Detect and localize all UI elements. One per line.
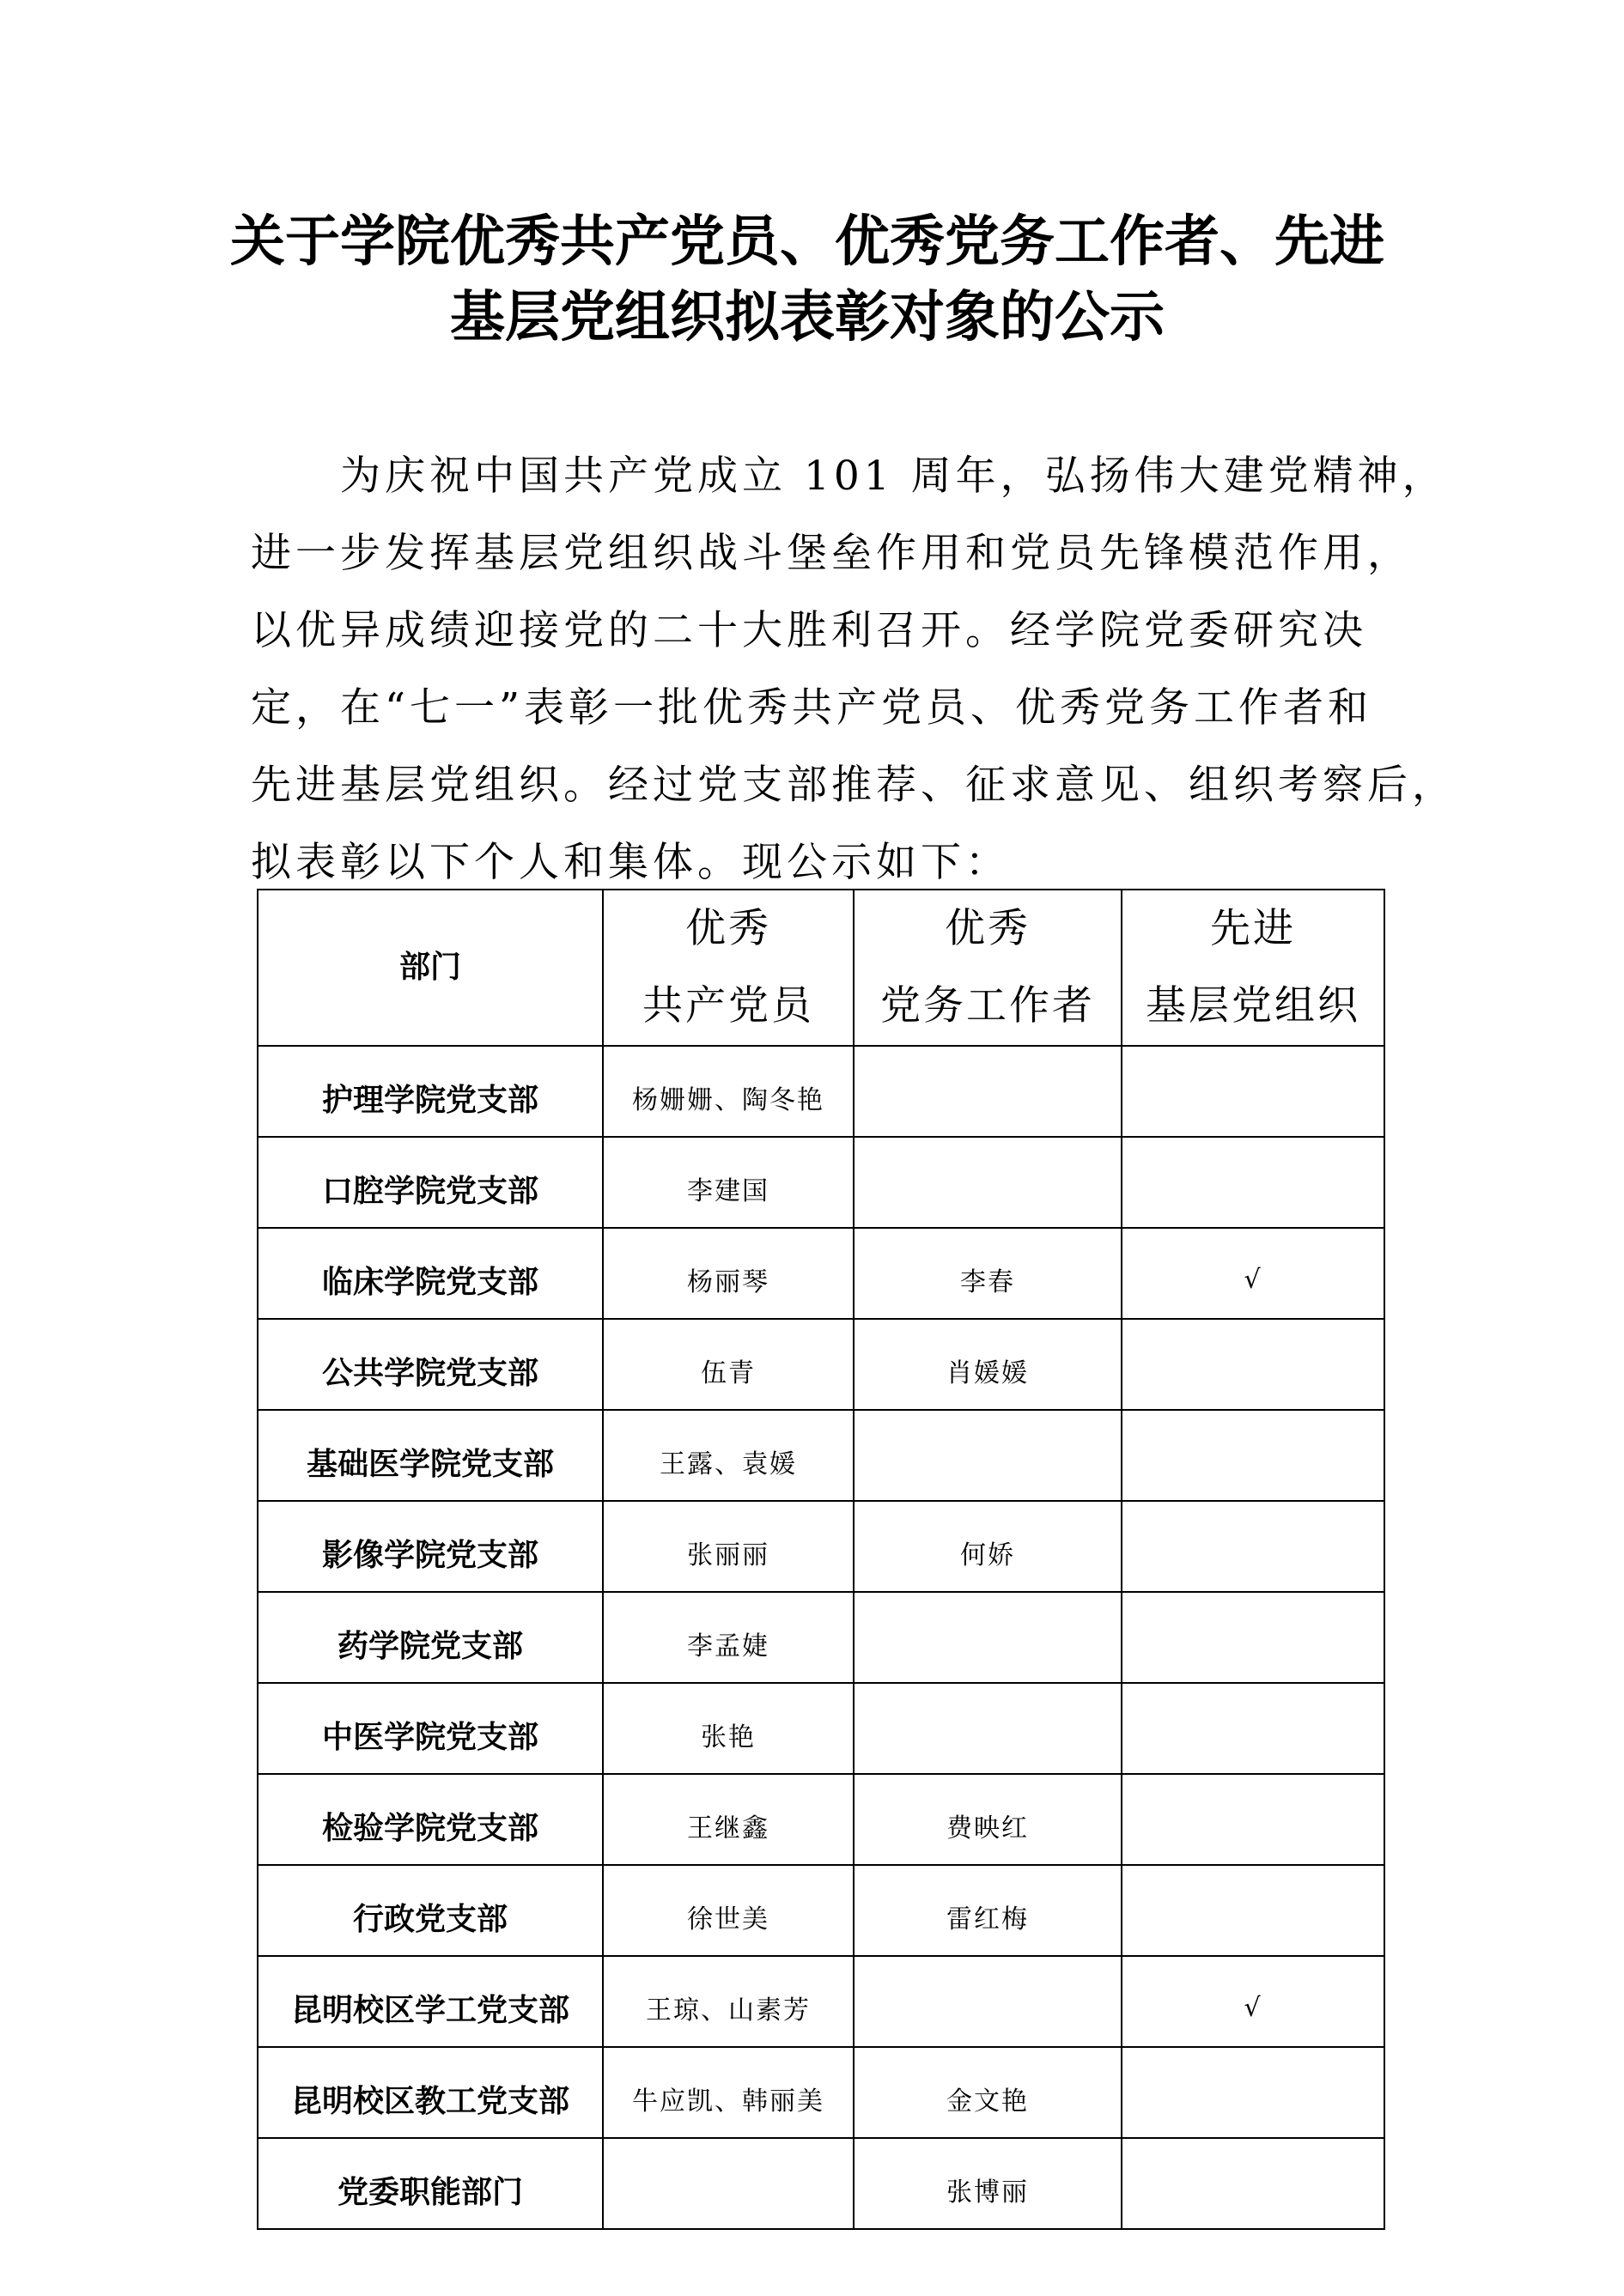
table-row (258, 1319, 1384, 1410)
advanced-org-cell (1122, 1501, 1384, 1592)
table-row (258, 2138, 1384, 2229)
table-row (258, 1501, 1384, 1592)
award-table (257, 889, 1385, 2230)
advanced-org-cell (1122, 1137, 1384, 1228)
advanced-org-cell (1122, 1683, 1384, 1774)
body-paragraph-line-5: 先进基层党组织。经过党支部推荐、征求意见、组织考察后， (251, 762, 1457, 809)
table-header-row (258, 890, 1384, 1046)
header-excellent-member-line-1: 优秀 (685, 905, 771, 952)
department-cell: 护理学院党支部 (258, 1046, 603, 1137)
excellent-member-cell: 徐世美 (603, 1865, 854, 1956)
excellent-worker-cell: 张博丽 (854, 2138, 1122, 2229)
table-row (258, 2047, 1384, 2138)
excellent-member-cell (603, 2138, 854, 2229)
table-row (258, 1046, 1384, 1137)
excellent-worker-cell (854, 1137, 1122, 1228)
advanced-org-cell (1122, 1410, 1384, 1501)
header-excellent-member-line-2: 共产党员 (642, 982, 814, 1030)
table-row (258, 1410, 1384, 1501)
advanced-org-cell (1122, 2138, 1384, 2229)
excellent-worker-cell (854, 1592, 1122, 1683)
department-cell: 基础医学院党支部 (258, 1410, 603, 1501)
department-cell: 临床学院党支部 (258, 1228, 603, 1319)
header-excellent-worker-line-2: 党务工作者 (880, 982, 1095, 1030)
excellent-worker-cell: 金文艳 (854, 2047, 1122, 2138)
table-row (258, 1956, 1384, 2047)
department-cell: 中医学院党支部 (258, 1683, 603, 1774)
advanced-org-cell (1122, 1319, 1384, 1410)
advanced-org-cell (1122, 2047, 1384, 2138)
header-department: 部门 (258, 890, 603, 1046)
department-cell: 昆明校区学工党支部 (258, 1956, 603, 2047)
body-paragraph-line-3: 以优异成绩迎接党的二十大胜利召开。经学院党委研究决 (251, 607, 1367, 654)
body-paragraph-line-2: 进一步发挥基层党组织战斗堡垒作用和党员先锋模范作用， (251, 530, 1412, 577)
table-row (258, 1228, 1384, 1319)
table-row (258, 1137, 1384, 1228)
excellent-member-cell: 牛应凯、韩丽美 (603, 2047, 854, 2138)
advanced-org-cell (1122, 1046, 1384, 1137)
department-cell: 公共学院党支部 (258, 1319, 603, 1410)
excellent-worker-cell (854, 1046, 1122, 1137)
excellent-member-cell: 王继鑫 (603, 1774, 854, 1865)
advanced-org-cell (1122, 1592, 1384, 1683)
excellent-worker-cell: 费映红 (854, 1774, 1122, 1865)
table-row (258, 1683, 1384, 1774)
advanced-org-cell: √ (1122, 1956, 1384, 2047)
department-cell: 检验学院党支部 (258, 1774, 603, 1865)
excellent-member-cell: 张丽丽 (603, 1501, 854, 1592)
excellent-member-cell: 杨丽琴 (603, 1228, 854, 1319)
document-title-line-1: 关于学院优秀共产党员、优秀党务工作者、先进 (230, 210, 1384, 274)
department-cell: 昆明校区教工党支部 (258, 2047, 603, 2138)
excellent-worker-cell: 雷红梅 (854, 1865, 1122, 1956)
body-paragraph-line-6: 拟表彰以下个人和集体。现公示如下： (251, 839, 1010, 886)
excellent-member-cell: 王琼、山素芳 (603, 1956, 854, 2047)
department-cell: 党委职能部门 (258, 2138, 603, 2229)
excellent-member-cell: 李建国 (603, 1137, 854, 1228)
header-advanced-org (1122, 890, 1384, 1046)
excellent-worker-cell: 李春 (854, 1228, 1122, 1319)
excellent-member-cell: 李孟婕 (603, 1592, 854, 1683)
advanced-org-cell: √ (1122, 1228, 1384, 1319)
excellent-member-cell: 伍青 (603, 1319, 854, 1410)
excellent-member-cell: 王露、袁媛 (603, 1410, 854, 1501)
excellent-worker-cell: 何娇 (854, 1501, 1122, 1592)
header-advanced-org-line-1: 先进 (1210, 905, 1296, 952)
excellent-member-cell: 张艳 (603, 1683, 854, 1774)
body-paragraph-line-4: 定，在“七一”表彰一批优秀共产党员、优秀党务工作者和 (251, 684, 1373, 732)
excellent-worker-cell (854, 1683, 1122, 1774)
document-title-line-2: 基层党组织拟表彰对象的公示 (450, 286, 1165, 349)
header-excellent-worker-line-1: 优秀 (945, 905, 1031, 952)
excellent-worker-cell (854, 1956, 1122, 2047)
table-row (258, 1774, 1384, 1865)
department-cell: 行政党支部 (258, 1865, 603, 1956)
header-advanced-org-line-2: 基层党组织 (1146, 982, 1360, 1030)
advanced-org-cell (1122, 1774, 1384, 1865)
department-cell: 药学院党支部 (258, 1592, 603, 1683)
excellent-worker-cell (854, 1410, 1122, 1501)
advanced-org-cell (1122, 1865, 1384, 1956)
department-cell: 口腔学院党支部 (258, 1137, 603, 1228)
table-row (258, 1865, 1384, 1956)
excellent-member-cell: 杨姗姗、陶冬艳 (603, 1046, 854, 1137)
table-row (258, 1592, 1384, 1683)
body-paragraph-line-1: 为庆祝中国共产党成立 101 周年，弘扬伟大建党精神， (340, 453, 1447, 500)
excellent-worker-cell: 肖媛媛 (854, 1319, 1122, 1410)
header-excellent-member (603, 890, 854, 1046)
department-cell: 影像学院党支部 (258, 1501, 603, 1592)
header-excellent-worker (854, 890, 1122, 1046)
